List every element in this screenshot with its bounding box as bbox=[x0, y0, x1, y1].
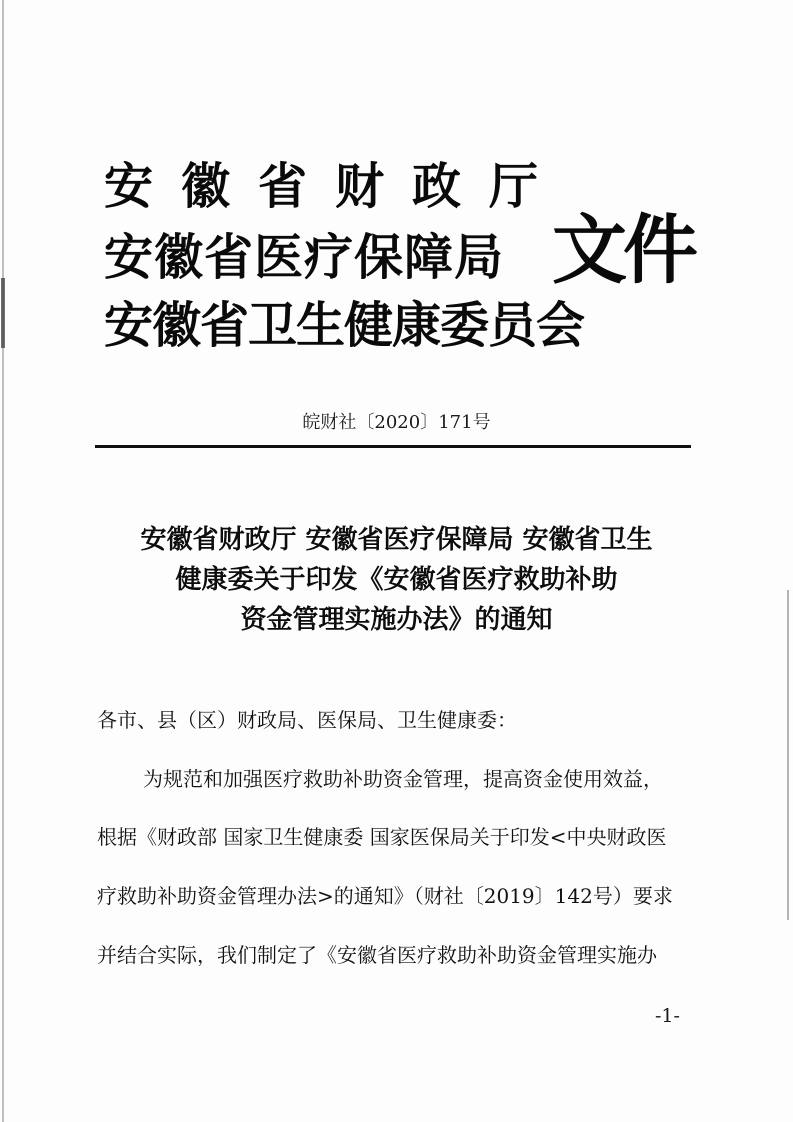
scan-edge-left bbox=[2, 0, 4, 1122]
salutation: 各市、县（区）财政局、医保局、卫生健康委： bbox=[97, 708, 517, 732]
issuer-finance-department: 安徽省财政厅 bbox=[104, 157, 567, 215]
page-number: -1- bbox=[655, 1005, 680, 1027]
header-divider bbox=[95, 445, 691, 448]
issuer-medical-security-bureau: 安徽省医疗保障局 bbox=[104, 228, 505, 286]
scan-edge-mark bbox=[1, 278, 5, 348]
body-line: 为规范和加强医疗救助补助资金管理，提高资金使用效益， bbox=[143, 767, 663, 791]
issuer-health-commission: 安徽省卫生健康委员会 bbox=[104, 296, 585, 354]
body-line: 并结合实际，我们制定了《安徽省医疗救助补助资金管理实施办 bbox=[97, 943, 657, 967]
title-line: 安徽省财政厅 安徽省医疗保障局 安徽省卫生 bbox=[140, 525, 653, 555]
body-line: 疗救助补助资金管理办法>的通知》（财社〔2019〕142号）要求 bbox=[97, 884, 673, 908]
title-line: 资金管理实施办法》的通知 bbox=[240, 605, 553, 635]
document-number: 皖财社〔2020〕171号 bbox=[302, 412, 491, 433]
body-line: 根据《财政部 国家卫生健康委 国家医保局关于印发<中央财政医 bbox=[97, 825, 667, 849]
document-word: 文件 bbox=[552, 206, 695, 294]
title-line: 健康委关于印发《安徽省医疗救助补助 bbox=[175, 565, 618, 595]
scan-edge-right bbox=[787, 590, 789, 920]
